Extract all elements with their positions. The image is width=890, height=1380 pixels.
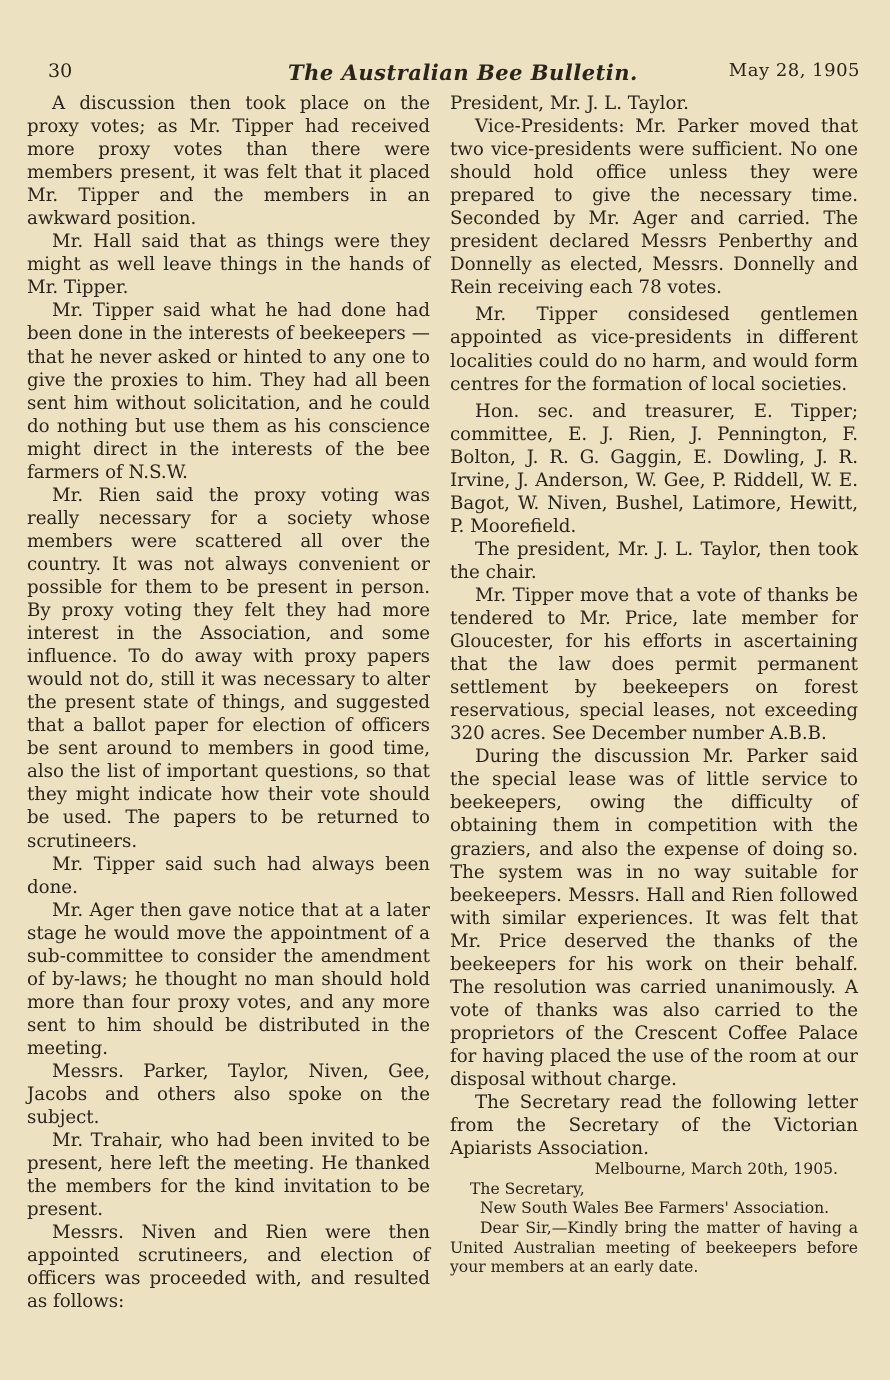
- page-header: [48, 60, 860, 90]
- paragraph: Messrs. Niven and Rien were then appointed scrutineers, and election of officers was proceeded with, and resulted as follows:: [27, 1222, 430, 1313]
- quoted-letter: [450, 1160, 858, 1278]
- paragraph: Vice-Presidents: Mr. Parker moved that two vice-presidents were sufficient. No one should hold office unless they were prepared to give the necessary time. Seconded by Mr. Ager and carried. The president declared Messrs Penberthy and Donnelly as elected, Messrs. Donnelly and Rein receiving each 78 votes.: [450, 116, 858, 299]
- paragraph: Mr. Tipper said what he had done had been done in the interests of beekeepers —that he never asked or hinted to any one to give the proxies to him. They had all been sent him without solicitation, and he could do nothing but use them as his conscience might direct in the interests of the bee farmers of N.S.W.: [27, 300, 430, 483]
- paragraph: Messrs. Parker, Taylor, Niven, Gee, Jacobs and others also spoke on the subject.: [27, 1060, 430, 1129]
- paragraph: Hon. sec. and treasurer, E. Tipper; committee, E. J. Rien, J. Pennington, F. Bolton, J. R. G. Gaggin, E. Dowling, J. R. Irvine, J. Anderson, W. Gee, P. Riddell, W. E. Bagot, W. Niven, Bushel, Latimore, Hewitt, P. Moorefield.: [450, 400, 858, 537]
- issue-date: May 28, 1905: [728, 60, 860, 81]
- paragraph: President, Mr. J. L. Taylor.: [450, 93, 689, 114]
- paragraph: Mr. Trahair, who had been invited to be present, here left the meeting. He thanked the members for the kind invitation to be present.: [27, 1130, 430, 1221]
- page-number: 30: [48, 60, 73, 82]
- letter-recipient: New South Wales Bee Farmers' Association.: [480, 1199, 830, 1218]
- letter-salutation: The Secretary,: [470, 1179, 585, 1198]
- letter-body: Dear Sir,—Kindly bring the matter of having a United Australian meeting of beekeepers before your members at an early date.: [450, 1218, 858, 1277]
- right-column: [450, 92, 858, 1278]
- paragraph: Mr. Hall said that as things were they might as well leave things in the hands of Mr. Tipper.: [27, 231, 430, 299]
- paragraph: Mr. Tipper considesed gentlemen appointed as vice-presidents in different localities could do no harm, and would form centres for the formation of local societies.: [450, 304, 858, 395]
- paragraph: Mr. Ager then gave notice that at a later stage he would move the appointment of a sub-committee to consider the amendment of by-laws; he thought no man should hold more than four proxy votes, and any more sent to him should be distributed in the meeting.: [27, 899, 430, 1059]
- left-column: [27, 92, 430, 1313]
- paragraph: Mr. Tipper move that a vote of thanks be tendered to Mr. Price, late member for Gloucester, for his efforts in ascertaining that the law does permit permanent settlement by beekeepers on forest reservatious, special leases, not exceeding 320 acres. See December number A.B.B.: [450, 584, 858, 745]
- paragraph: The president, Mr. J. L. Taylor, then took the chair.: [450, 538, 858, 583]
- paragraph: Mr. Rien said the proxy voting was really necessary for a society whose members were scattered all over the country. It was not always convenient or possible for them to be present in person. By proxy voting they felt they had more interest in the Association, and some influence. To do away with proxy papers would not do, still it was necessary to alter the present state of things, and suggested that a ballot paper for election of officers be sent around to members in good time, also the list of important questions, so that they might indicate how their vote should be used. The papers to be returned to scrutineers.: [27, 484, 430, 852]
- paragraph: A discussion then took place on the proxy votes; as Mr. Tipper had received more proxy votes than there were members present, it was felt that it placed Mr. Tipper and the members in an awkward position.: [27, 93, 430, 230]
- paragraph: During the discussion Mr. Parker said the special lease was of little service to beekeepers, owing the difficulty of obtaining them in competition with the graziers, and also the expense of doing so. The system was in no way suitable for beekeepers. Messrs. Hall and Rien followed with similar experiences. It was felt that Mr. Price deserved the thanks of the beekeepers for his work on their behalf. The resolution was carried unanimously. A vote of thanks was also carried to the proprietors of the Crescent Coffee Palace for having placed the use of the room at our disposal without charge.: [450, 746, 858, 1090]
- publication-title: The Australian Bee Bulletin.: [288, 60, 638, 85]
- paragraph: Mr. Tipper said such had always been done.: [27, 853, 430, 898]
- letter-date: Melbourne, March 20th, 1905.: [594, 1160, 838, 1179]
- paragraph: The Secretary read the following letter from the Secretary of the Victorian Apiarists Association.: [450, 1092, 858, 1160]
